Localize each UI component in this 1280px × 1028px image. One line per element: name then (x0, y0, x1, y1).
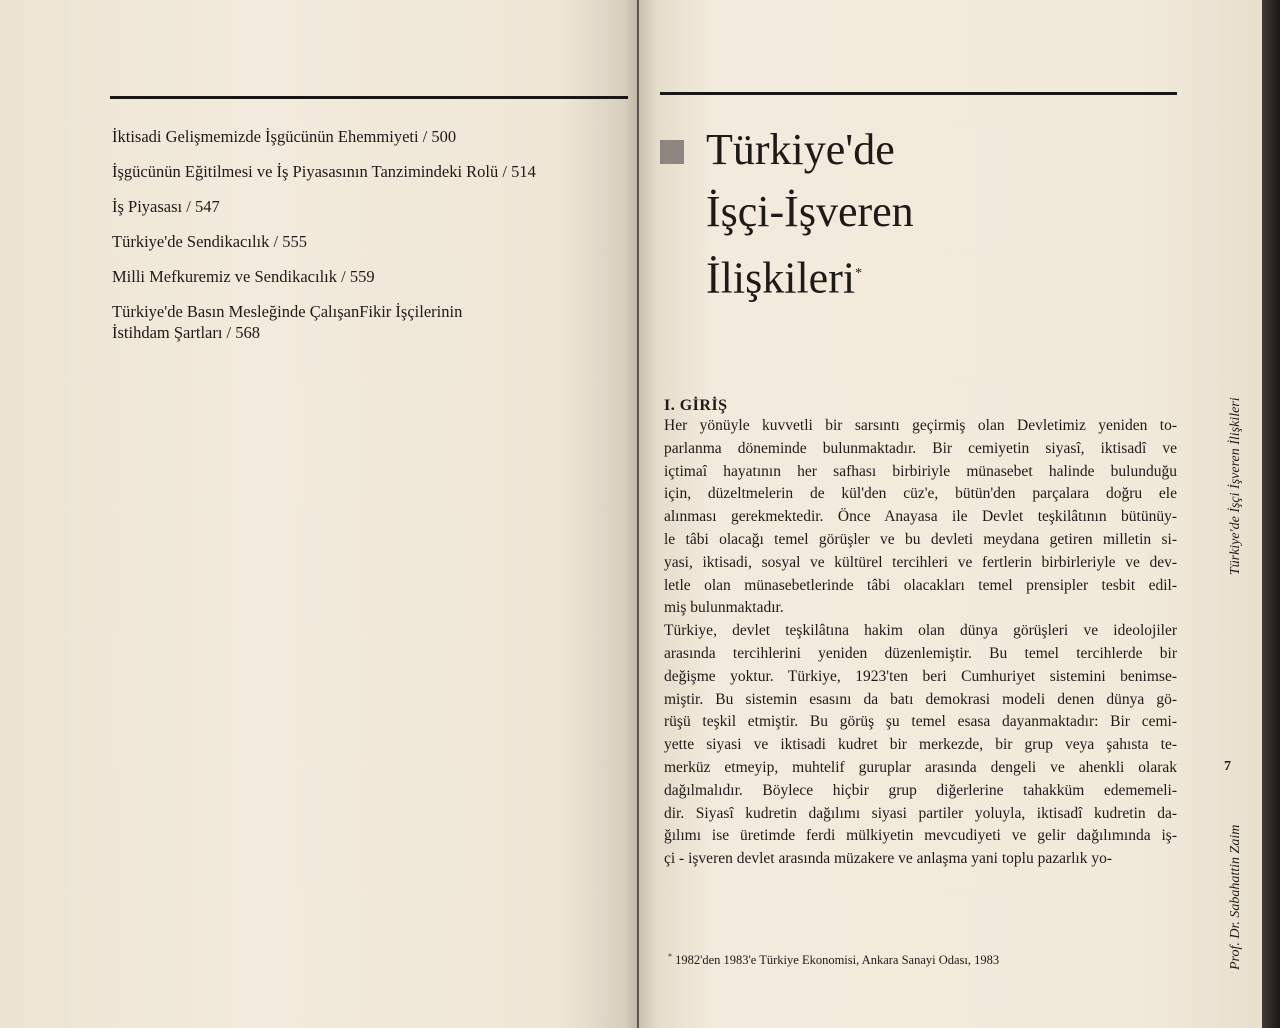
body-line: dağılmalıdır. Böylece hiçbir grup diğerlerine tahakküm edememeli- (664, 781, 1177, 799)
chapter-title (706, 119, 914, 310)
toc-entry: İşgücünün Eğitilmesi ve İş Piyasasının Tanzimindeki Rolü / 514 (112, 162, 536, 181)
body-line: parlanma döneminde bulunmaktadır. Bir cemiyetin siyasî, iktisadî ve (664, 439, 1177, 457)
body-line: yasi, iktisadi, sosyal ve kültürel tercihleri ve fertlerin birbirleriyle ve dev- (664, 553, 1177, 571)
body-line: alınması gerekmektedir. Önce Anayasa ile Devlet teşkilâtının bütünüy- (664, 508, 1177, 526)
title-line: İşçi-İşveren (706, 187, 914, 236)
toc-entry: Türkiye'de Basın Mesleğinde ÇalışanFikir İşçilerinin (112, 302, 463, 321)
body-line: miş bulunmaktadır. (664, 599, 784, 617)
toc-entry: Milli Mefkuremiz ve Sendikacılık / 559 (112, 267, 375, 286)
body-line: değişme yoktur. Türkiye, 1923'ten beri Cumhuriyet sistemini benimse- (664, 667, 1177, 685)
body-line: le tâbi olacağı temel görüşler ve bu devleti meydana getiren milletin si- (664, 530, 1177, 548)
title-footnote-mark: * (855, 266, 863, 281)
body-line: Türkiye, devlet teşkilâtına hakim olan dünya görüşleri ve ideolojiler (664, 622, 1177, 640)
body-text (664, 415, 1177, 871)
body-line: ğılımı ise üretimde ferdi mülkiyetin mevcudiyeti ve gelir dağılımında iş- (664, 827, 1177, 845)
body-line: miştir. Bu sistemin esasını da batı demokrasi modeli denen dünya gö- (664, 690, 1177, 708)
body-line: rüşü teşkil etmiştir. Bu görüş şu temel esasa dayanmaktadır: Bir cemi- (664, 713, 1177, 731)
toc-entry: İş Piyasası / 547 (112, 197, 220, 216)
body-line: için, düzeltmelerin de kül'den cüz'e, bütün'den parçalara doğru ele (664, 485, 1177, 503)
body-line: Her yönüyle kuvvetli bir sarsıntı geçirmiş olan Devletimiz yeniden to- (664, 417, 1177, 434)
footnote-text: 1982'den 1983'e Türkiye Ekonomisi, Ankara Sanayi Odası, 1983 (675, 953, 1000, 968)
title-square-ornament (660, 140, 684, 164)
toc-entry: İktisadi Gelişmemizde İşgücünün Ehemmiyeti / 500 (112, 127, 457, 146)
body-line: çi - işveren devlet arasında müzakere ve anlaşma yani toplu pazarlık yo- (664, 850, 1113, 868)
title-line: Türkiye'de (706, 125, 895, 174)
body-line: merküz etmeyip, muhtelif guruplar arasında dengeli ve ahenkli olarak (664, 758, 1177, 776)
toc-entry: Türkiye'de Sendikacılık / 555 (112, 232, 307, 251)
toc-entry: İstihdam Şartları / 568 (112, 323, 261, 342)
body-line: içtimaî hayatının her safhası birbiriyle münasebet halinde bulunduğu (664, 462, 1177, 480)
book-edge (1262, 0, 1280, 1028)
running-author: Prof. Dr. Sabahattin Zaim (1228, 824, 1243, 970)
left-top-rule (110, 96, 628, 99)
table-of-contents (112, 119, 622, 343)
running-title: Türkiye'de İşçi İşveren İlişkileri (1228, 397, 1243, 576)
body-line: yette siyasi ve iktisadi kudret bir merkezde, bir grup veya şahısta te- (664, 736, 1177, 754)
body-line: arasında tercihlerini yeniden düzenlemiştir. Bu temel tercihlerde bir (664, 644, 1177, 662)
body-line: letle olan münasebetlerinde tâbi olacakları temel prensipler tesbit edil- (664, 576, 1177, 594)
footnote (668, 952, 999, 968)
right-top-rule (660, 92, 1177, 95)
section-heading: I. GİRİŞ (664, 397, 728, 414)
footnote-mark: * (668, 952, 672, 961)
body-line: dir. Siyasî kudretin dağılımı siyasi partiler yoluyla, iktisadî kudretin da- (664, 804, 1177, 822)
running-head (1228, 397, 1244, 970)
title-line: İlişkileri* (706, 253, 863, 303)
page-number: 7 (1224, 759, 1231, 774)
